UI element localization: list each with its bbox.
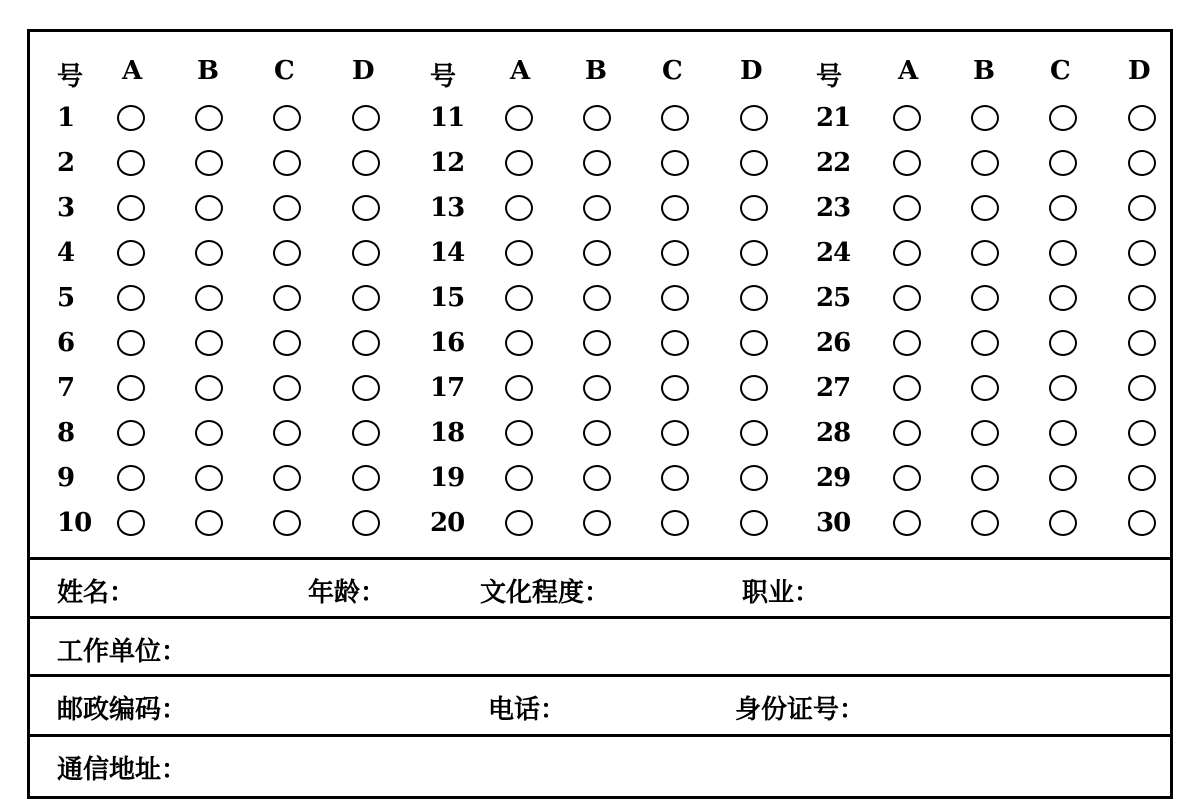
bubble-q6-a[interactable] [117, 330, 145, 356]
bubble-q23-d[interactable] [1128, 195, 1156, 221]
option-header-c: C [662, 56, 683, 86]
bubble-q18-c[interactable] [661, 420, 689, 446]
bubble-q19-a[interactable] [505, 465, 533, 491]
bubble-q30-d[interactable] [1128, 510, 1156, 536]
bubble-q4-a[interactable] [117, 240, 145, 266]
bubble-q19-b[interactable] [583, 465, 611, 491]
bubble-q7-b[interactable] [195, 375, 223, 401]
question-number: 17 [430, 373, 465, 403]
age-label: 年龄： [308, 578, 387, 608]
question-number: 2 [57, 148, 75, 178]
question-number: 19 [430, 463, 465, 493]
bubble-q17-a[interactable] [505, 375, 533, 401]
bubble-q16-c[interactable] [661, 330, 689, 356]
bubble-q29-b[interactable] [971, 465, 999, 491]
bubble-q14-c[interactable] [661, 240, 689, 266]
info-row-workplace [30, 619, 1170, 675]
question-number: 29 [816, 463, 851, 493]
question-number: 12 [430, 148, 465, 178]
bubble-q15-c[interactable] [661, 285, 689, 311]
bubble-q12-c[interactable] [661, 150, 689, 176]
bubble-q28-c[interactable] [1049, 420, 1077, 446]
question-number: 1 [57, 103, 75, 133]
bubble-q29-d[interactable] [1128, 465, 1156, 491]
question-number: 20 [430, 508, 465, 538]
bubble-q9-b[interactable] [195, 465, 223, 491]
info-row-personal [30, 560, 1170, 616]
info-row-contact [30, 677, 1170, 733]
bubble-q16-b[interactable] [583, 330, 611, 356]
question-number: 3 [57, 193, 75, 223]
bubble-q27-a[interactable] [893, 375, 921, 401]
question-number: 30 [816, 508, 851, 538]
bubble-q4-b[interactable] [195, 240, 223, 266]
bubble-q26-c[interactable] [1049, 330, 1077, 356]
bubble-q3-b[interactable] [195, 195, 223, 221]
question-number: 21 [816, 103, 851, 133]
bubble-q21-a[interactable] [893, 105, 921, 131]
workplace-label: 工作单位： [57, 637, 188, 667]
bubble-q2-b[interactable] [195, 150, 223, 176]
workplace-field[interactable] [210, 629, 1160, 663]
bubble-q17-c[interactable] [661, 375, 689, 401]
bubble-q29-a[interactable] [893, 465, 921, 491]
address-label: 通信地址： [57, 755, 188, 785]
bubble-q20-a[interactable] [505, 510, 533, 536]
bubble-q12-b[interactable] [583, 150, 611, 176]
postal-code-label: 邮政编码： [57, 695, 188, 725]
bubble-q17-d[interactable] [740, 375, 768, 401]
bubble-q26-a[interactable] [893, 330, 921, 356]
bubble-q13-d[interactable] [740, 195, 768, 221]
bubble-q12-d[interactable] [740, 150, 768, 176]
bubble-q18-b[interactable] [583, 420, 611, 446]
bubble-q24-b[interactable] [971, 240, 999, 266]
bubble-q27-c[interactable] [1049, 375, 1077, 401]
bubble-q8-b[interactable] [195, 420, 223, 446]
bubble-q18-a[interactable] [505, 420, 533, 446]
bubble-q5-c[interactable] [273, 285, 301, 311]
bubble-q15-d[interactable] [740, 285, 768, 311]
option-header-a: A [898, 56, 919, 86]
bubble-q5-b[interactable] [195, 285, 223, 311]
bubble-q25-a[interactable] [893, 285, 921, 311]
bubble-q8-a[interactable] [117, 420, 145, 446]
option-header-c: C [1050, 56, 1071, 86]
question-number: 27 [816, 373, 851, 403]
bubble-q6-c[interactable] [273, 330, 301, 356]
question-number: 22 [816, 148, 851, 178]
bubble-q4-d[interactable] [352, 240, 380, 266]
bubble-q11-c[interactable] [661, 105, 689, 131]
bubble-q21-d[interactable] [1128, 105, 1156, 131]
question-number: 28 [816, 418, 851, 448]
question-number: 15 [430, 283, 465, 313]
bubble-q27-b[interactable] [971, 375, 999, 401]
bubble-q29-c[interactable] [1049, 465, 1077, 491]
phone-field[interactable] [570, 687, 730, 721]
question-number: 23 [816, 193, 851, 223]
bubble-q19-c[interactable] [661, 465, 689, 491]
bubble-q19-d[interactable] [740, 465, 768, 491]
bubble-q28-a[interactable] [893, 420, 921, 446]
bubble-q17-b[interactable] [583, 375, 611, 401]
bubble-q8-c[interactable] [273, 420, 301, 446]
option-header-d: D [352, 56, 375, 86]
bubble-q7-a[interactable] [117, 375, 145, 401]
bubble-q2-a[interactable] [117, 150, 145, 176]
postal-code-field[interactable] [210, 687, 480, 721]
bubble-q13-b[interactable] [583, 195, 611, 221]
bubble-q1-b[interactable] [195, 105, 223, 131]
question-number: 9 [57, 463, 75, 493]
age-field[interactable] [392, 570, 477, 604]
bubble-q10-a[interactable] [117, 510, 145, 536]
bubble-q3-d[interactable] [352, 195, 380, 221]
option-header-d: D [740, 56, 763, 86]
bubble-q25-d[interactable] [1128, 285, 1156, 311]
bubble-q30-a[interactable] [893, 510, 921, 536]
option-header-b: B [585, 56, 607, 86]
bubble-q15-a[interactable] [505, 285, 533, 311]
question-number: 10 [57, 508, 92, 538]
bubble-q18-d[interactable] [740, 420, 768, 446]
bubble-q24-d[interactable] [1128, 240, 1156, 266]
question-number: 5 [57, 283, 75, 313]
occupation-label: 职业： [742, 578, 821, 608]
bubble-q8-d[interactable] [352, 420, 380, 446]
option-header-c: C [274, 56, 295, 86]
bubble-q11-d[interactable] [740, 105, 768, 131]
phone-label: 电话： [488, 695, 567, 725]
option-header-b: B [197, 56, 219, 86]
question-number: 26 [816, 328, 851, 358]
bubble-q20-c[interactable] [661, 510, 689, 536]
bubble-q9-c[interactable] [273, 465, 301, 491]
bubble-q6-b[interactable] [195, 330, 223, 356]
id-number-label: 身份证号： [735, 695, 866, 725]
bubble-q5-d[interactable] [352, 285, 380, 311]
name-field[interactable] [142, 570, 302, 604]
bubble-q22-a[interactable] [893, 150, 921, 176]
bubble-q11-b[interactable] [583, 105, 611, 131]
bubble-q5-a[interactable] [117, 285, 145, 311]
bubble-q28-d[interactable] [1128, 420, 1156, 446]
bubble-q1-d[interactable] [352, 105, 380, 131]
option-header-a: A [122, 56, 143, 86]
bubble-q15-b[interactable] [583, 285, 611, 311]
bubble-q20-d[interactable] [740, 510, 768, 536]
bubble-q2-d[interactable] [352, 150, 380, 176]
bubble-q9-d[interactable] [352, 465, 380, 491]
bubble-q24-a[interactable] [893, 240, 921, 266]
bubble-q28-b[interactable] [971, 420, 999, 446]
option-header-a: A [510, 56, 531, 86]
bubble-q6-d[interactable] [352, 330, 380, 356]
bubble-q12-a[interactable] [505, 150, 533, 176]
number-header: 号 [430, 62, 457, 92]
question-number: 24 [816, 238, 851, 268]
bubble-q23-c[interactable] [1049, 195, 1077, 221]
bubble-q30-b[interactable] [971, 510, 999, 536]
question-number: 7 [57, 373, 75, 403]
bubble-q4-c[interactable] [273, 240, 301, 266]
bubble-q23-a[interactable] [893, 195, 921, 221]
bubble-q11-a[interactable] [505, 105, 533, 131]
bubble-q9-a[interactable] [117, 465, 145, 491]
bubble-q25-b[interactable] [971, 285, 999, 311]
bubble-q25-c[interactable] [1049, 285, 1077, 311]
question-number: 6 [57, 328, 75, 358]
question-number: 13 [430, 193, 465, 223]
address-field[interactable] [210, 747, 1160, 781]
bubble-q30-c[interactable] [1049, 510, 1077, 536]
question-number: 8 [57, 418, 75, 448]
bubble-q24-c[interactable] [1049, 240, 1077, 266]
bubble-q1-a[interactable] [117, 105, 145, 131]
question-number: 11 [430, 103, 465, 133]
bubble-q22-c[interactable] [1049, 150, 1077, 176]
bubble-q3-a[interactable] [117, 195, 145, 221]
bubble-q23-b[interactable] [971, 195, 999, 221]
bubble-q21-b[interactable] [971, 105, 999, 131]
question-number: 14 [430, 238, 465, 268]
bubble-q16-a[interactable] [505, 330, 533, 356]
education-field[interactable] [630, 570, 740, 604]
bubble-q16-d[interactable] [740, 330, 768, 356]
bubble-q13-a[interactable] [505, 195, 533, 221]
question-number: 25 [816, 283, 851, 313]
bubble-q3-c[interactable] [273, 195, 301, 221]
bubble-q26-b[interactable] [971, 330, 999, 356]
answer-grid [30, 32, 1170, 557]
bubble-q14-a[interactable] [505, 240, 533, 266]
bubble-q10-b[interactable] [195, 510, 223, 536]
bubble-q22-b[interactable] [971, 150, 999, 176]
bubble-q26-d[interactable] [1128, 330, 1156, 356]
bubble-q22-d[interactable] [1128, 150, 1156, 176]
bubble-q1-c[interactable] [273, 105, 301, 131]
info-row-address [30, 737, 1170, 793]
bubble-q14-d[interactable] [740, 240, 768, 266]
bubble-q13-c[interactable] [661, 195, 689, 221]
bubble-q21-c[interactable] [1049, 105, 1077, 131]
question-number: 18 [430, 418, 465, 448]
bubble-q14-b[interactable] [583, 240, 611, 266]
option-header-b: B [973, 56, 995, 86]
education-label: 文化程度： [480, 578, 611, 608]
bubble-q2-c[interactable] [273, 150, 301, 176]
bubble-q10-c[interactable] [273, 510, 301, 536]
number-header: 号 [57, 62, 84, 92]
number-header: 号 [816, 62, 843, 92]
question-number: 4 [57, 238, 75, 268]
id-number-field[interactable] [890, 687, 1160, 721]
option-header-d: D [1128, 56, 1151, 86]
bubble-q7-c[interactable] [273, 375, 301, 401]
bubble-q7-d[interactable] [352, 375, 380, 401]
bubble-q20-b[interactable] [583, 510, 611, 536]
answer-card [27, 29, 1173, 799]
occupation-field[interactable] [830, 570, 1160, 604]
bubble-q10-d[interactable] [352, 510, 380, 536]
bubble-q27-d[interactable] [1128, 375, 1156, 401]
name-label: 姓名： [57, 578, 136, 608]
question-number: 16 [430, 328, 465, 358]
